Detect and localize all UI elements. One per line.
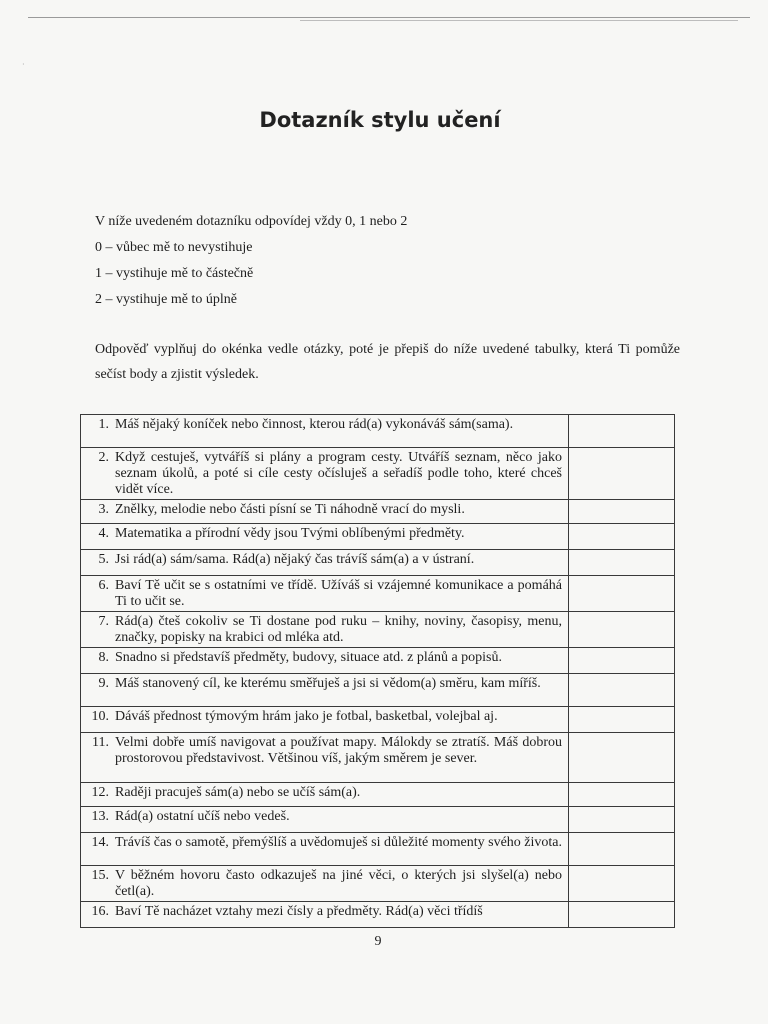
- question-text: Baví Tě učit se s ostatními ve třídě. Užíváš si vzájemné komunikace a pomáhá Ti to učit se.: [113, 576, 569, 612]
- page-number: 9: [374, 934, 382, 949]
- answer-box[interactable]: [569, 866, 675, 902]
- question-number: 12.: [81, 783, 114, 807]
- table-row: [81, 833, 675, 866]
- question-text: Matematika a přírodní vědy jsou Tvými oblíbenými předměty.: [113, 524, 569, 550]
- intro-line-scale-2: 2 – vystihuje mě to úplně: [95, 292, 237, 307]
- question-number: 11.: [81, 733, 114, 783]
- answer-box[interactable]: [569, 576, 675, 612]
- table-row: [81, 674, 675, 707]
- question-text: Dáváš přednost týmovým hrám jako je fotbal, basketbal, volejbal aj.: [113, 707, 569, 733]
- question-number: 9.: [81, 674, 114, 707]
- question-text: V běžném hovoru často odkazuješ na jiné věci, o kterých jsi slyšel(a) nebo četl(a).: [113, 866, 569, 902]
- answer-box[interactable]: [569, 783, 675, 807]
- question-number: 14.: [81, 833, 114, 866]
- questionnaire-table: [80, 414, 675, 928]
- intro-line-scale-0: 0 – vůbec mě to nevystihuje: [95, 240, 253, 255]
- table-row: [81, 415, 675, 448]
- question-text: Máš nějaký koníček nebo činnost, kterou rád(a) vykonáváš sám(sama).: [113, 415, 569, 448]
- table-row: [81, 500, 675, 524]
- table-row: [81, 733, 675, 783]
- question-text: Máš stanovený cíl, ke kterému směřuješ a jsi si vědom(a) směru, kam míříš.: [113, 674, 569, 707]
- table-row: [81, 866, 675, 902]
- question-number: 15.: [81, 866, 114, 902]
- question-number: 7.: [81, 612, 114, 648]
- answer-box[interactable]: [569, 707, 675, 733]
- answer-box[interactable]: [569, 648, 675, 674]
- top-border-line: [28, 17, 750, 18]
- question-number: 8.: [81, 648, 114, 674]
- scan-mark: ·: [22, 60, 25, 69]
- answer-box[interactable]: [569, 550, 675, 576]
- answer-box[interactable]: [569, 674, 675, 707]
- table-row: [81, 612, 675, 648]
- table-row: [81, 550, 675, 576]
- table-row: [81, 807, 675, 833]
- question-number: 10.: [81, 707, 114, 733]
- question-text: Jsi rád(a) sám/sama. Rád(a) nějaký čas trávíš sám(a) a v ústraní.: [113, 550, 569, 576]
- question-number: 16.: [81, 902, 114, 928]
- answer-box[interactable]: [569, 524, 675, 550]
- question-text: Velmi dobře umíš navigovat a používat mapy. Málokdy se ztratíš. Máš dobrou prostorovou představivost. Většinou víš, jakým směrem je sever.: [113, 733, 569, 783]
- question-text: Snadno si představíš předměty, budovy, situace atd. z plánů a popisů.: [113, 648, 569, 674]
- intro-line-scale-1: 1 – vystihuje mě to částečně: [95, 266, 254, 281]
- question-number: 13.: [81, 807, 114, 833]
- table-row: [81, 902, 675, 928]
- question-number: 6.: [81, 576, 114, 612]
- top-border-line-faint: [300, 20, 738, 21]
- question-text: Baví Tě nacházet vztahy mezi čísly a předměty. Rád(a) věci třídíš: [113, 902, 569, 928]
- question-text: Trávíš čas o samotě, přemýšlíš a uvědomuješ si důležité momenty svého života.: [113, 833, 569, 866]
- table-row: [81, 524, 675, 550]
- answer-box[interactable]: [569, 902, 675, 928]
- question-number: 1.: [81, 415, 114, 448]
- question-number: 2.: [81, 448, 114, 500]
- table-row: [81, 576, 675, 612]
- intro-line-1: V níže uvedeném dotazníku odpovídej vždy 0, 1 nebo 2: [95, 214, 408, 229]
- answer-box[interactable]: [569, 833, 675, 866]
- table-row: [81, 707, 675, 733]
- table-row: [81, 448, 675, 500]
- page-title: Dotazník stylu učení: [259, 108, 501, 132]
- question-text: Znělky, melodie nebo části písní se Ti náhodně vrací do mysli.: [113, 500, 569, 524]
- question-number: 3.: [81, 500, 114, 524]
- table-row: [81, 648, 675, 674]
- answer-box[interactable]: [569, 448, 675, 500]
- question-text: Rád(a) čteš cokoliv se Ti dostane pod ruku – knihy, noviny, časopisy, menu, značky, popisky na krabici od mléka atd.: [113, 612, 569, 648]
- question-number: 5.: [81, 550, 114, 576]
- answer-box[interactable]: [569, 500, 675, 524]
- answer-box[interactable]: [569, 733, 675, 783]
- instruction-paragraph: Odpověď vyplňuj do okénka vedle otázky, poté je přepiš do níže uvedené tabulky, která Ti pomůže sečíst body a zjistit výsledek.: [95, 342, 680, 382]
- question-text: Raději pracuješ sám(a) nebo se učíš sám(a).: [113, 783, 569, 807]
- answer-box[interactable]: [569, 415, 675, 448]
- question-text: Rád(a) ostatní učíš nebo vedeš.: [113, 807, 569, 833]
- answer-box[interactable]: [569, 612, 675, 648]
- question-number: 4.: [81, 524, 114, 550]
- question-text: Když cestuješ, vytváříš si plány a program cesty. Utváříš seznam, něco jako seznam úkolů, a poté si cíle cesty očísluješ a seřadíš podle toho, které chceš vidět více.: [113, 448, 569, 500]
- table-row: [81, 783, 675, 807]
- answer-box[interactable]: [569, 807, 675, 833]
